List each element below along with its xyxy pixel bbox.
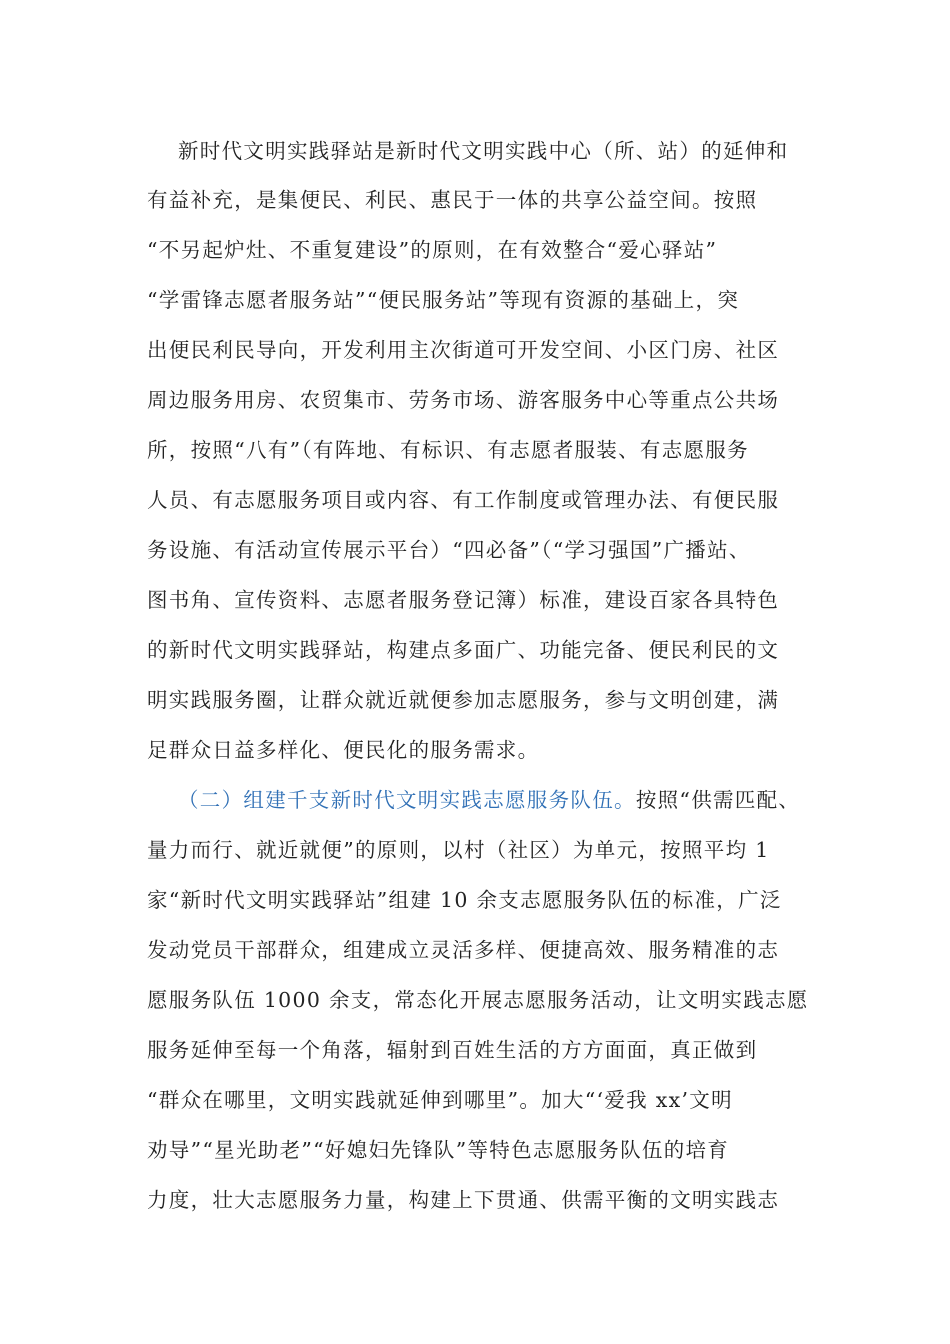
- paragraph-1-line-8: 人员、有志愿服务项目或内容、有工作制度或管理办法、有便民服: [147, 488, 780, 512]
- paragraph-1-line-7: 所，按照“八有”（有阵地、有标识、有志愿者服装、有志愿服务: [147, 438, 749, 462]
- paragraph-2-line-5: 愿服务队伍 1000 余支，常态化开展志愿服务活动，让文明实践志愿: [147, 988, 809, 1012]
- paragraph-2-line-1: [178, 790, 800, 811]
- paragraph-2-line-6: 服务延伸至每一个角落，辐射到百姓生活的方方面面，真正做到: [147, 1038, 758, 1062]
- section-heading: （二）组建千支新时代文明实践志愿服务队伍。: [178, 788, 636, 812]
- paragraph-1-line-11: 的新时代文明实践驿站，构建点多面广、功能完备、便民利民的文: [147, 638, 780, 662]
- paragraph-1-line-5: 出便民利民导向，开发利用主次街道可开发空间、小区门房、社区: [147, 338, 780, 362]
- paragraph-1-line-6: 周边服务用房、农贸集市、劳务市场、游客服务中心等重点公共场: [147, 388, 780, 412]
- paragraph-1-line-4: “学雷锋志愿者服务站”“便民服务站”等现有资源的基础上，突: [147, 288, 740, 312]
- paragraph-1-line-3: “不另起炉灶、不重复建设”的原则，在有效整合“爱心驿站”: [147, 238, 718, 262]
- paragraph-1-line-1: 新时代文明实践驿站是新时代文明实践中心（所、站）的延伸和: [178, 139, 789, 163]
- paragraph-2-line-2: 量力而行、就近就便”的原则，以村（社区）为单元，按照平均 1: [147, 838, 770, 862]
- paragraph-1-line-10: 图书角、宣传资料、志愿者服务登记簿）标准，建设百家各具特色: [147, 588, 780, 612]
- paragraph-1-line-12: 明实践服务圈，让群众就近就便参加志愿服务，参与文明创建，满: [147, 688, 780, 712]
- paragraph-2-line-3: 家“新时代文明实践驿站”组建 10 余支志愿服务队伍的标准，广泛: [147, 888, 782, 912]
- paragraph-1-line-2: 有益补充，是集便民、利民、惠民于一体的共享公益空间。按照: [147, 188, 758, 212]
- paragraph-2-line-4: 发动党员干部群众，组建成立灵活多样、便捷高效、服务精准的志: [147, 938, 780, 962]
- paragraph-2-line-8: 劝导”“星光助老”“好媳妇先锋队”等特色志愿服务队伍的培育: [147, 1138, 730, 1162]
- paragraph-2-line-7: “群众在哪里，文明实践就延伸到哪里”。加大“‘爱我 xx’文明: [147, 1088, 733, 1112]
- paragraph-2-line-1-rest: 按照“供需匹配、: [635, 788, 801, 812]
- paragraph-1-line-13: 足群众日益多样化、便民化的服务需求。: [147, 738, 540, 762]
- paragraph-2-line-9: 力度，壮大志愿服务力量，构建上下贯通、供需平衡的文明实践志: [147, 1188, 780, 1212]
- paragraph-1-line-9: 务设施、有活动宣传展示平台）“四必备”（“学习强国”广播站、: [147, 538, 751, 562]
